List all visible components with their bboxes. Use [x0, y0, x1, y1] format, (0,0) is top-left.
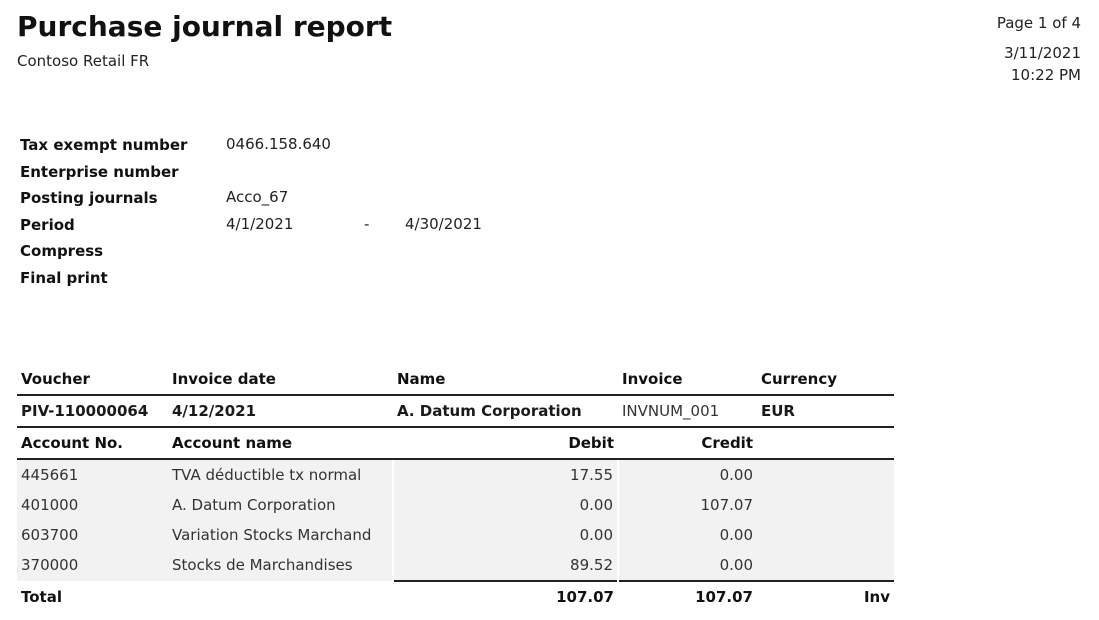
param-value: 0466.158.640	[226, 135, 331, 153]
credit-amount: 0.00	[618, 550, 757, 581]
voucher-header-row	[17, 364, 894, 395]
col-debit: Debit	[393, 427, 618, 459]
table-row	[17, 459, 894, 490]
total-row	[17, 581, 894, 612]
col-account-no: Account No.	[17, 427, 168, 459]
period-dash: -	[364, 214, 370, 233]
voucher-id: PIV-110000064	[17, 395, 168, 427]
row-blank	[757, 550, 894, 581]
account-name: Variation Stocks Marchand	[168, 520, 393, 550]
account-no: 370000	[17, 550, 168, 581]
debit-amount: 0.00	[393, 490, 618, 520]
param-value: Acco_67	[226, 188, 289, 206]
table-row	[17, 550, 894, 581]
credit-amount: 0.00	[618, 520, 757, 550]
voucher-invoice-date: 4/12/2021	[168, 395, 393, 427]
voucher-row	[17, 395, 894, 427]
report-date: 3/11/2021	[1004, 44, 1081, 62]
total-credit: 107.07	[618, 581, 757, 612]
col-invoice: Invoice	[618, 364, 757, 395]
table-row	[17, 490, 894, 520]
total-type: Inv	[757, 581, 894, 612]
row-blank	[757, 459, 894, 490]
report-time: 10:22 PM	[1011, 66, 1081, 84]
total-debit: 107.07	[393, 581, 618, 612]
report-meta	[997, 14, 1081, 86]
account-no: 445661	[17, 459, 168, 490]
voucher-invoice: INVNUM_001	[618, 395, 757, 427]
col-voucher: Voucher	[17, 364, 168, 395]
account-name: Stocks de Marchandises	[168, 550, 393, 581]
param-label: Posting journals	[20, 189, 158, 207]
period-to: 4/30/2021	[405, 214, 482, 233]
account-no: 603700	[17, 520, 168, 550]
table-row	[17, 520, 894, 550]
row-blank	[757, 490, 894, 520]
col-credit: Credit	[618, 427, 757, 459]
param-label: Period	[20, 215, 75, 234]
col-invoice-date: Invoice date	[168, 364, 393, 395]
voucher-name: A. Datum Corporation	[393, 395, 618, 427]
line-header-row	[17, 427, 894, 459]
param-label: Final print	[20, 268, 108, 287]
debit-amount: 89.52	[393, 550, 618, 581]
credit-amount: 107.07	[618, 490, 757, 520]
row-blank	[757, 520, 894, 550]
account-no: 401000	[17, 490, 168, 520]
debit-amount: 0.00	[393, 520, 618, 550]
param-label: Tax exempt number	[20, 136, 188, 154]
period-from: 4/1/2021	[226, 214, 294, 233]
col-name: Name	[393, 364, 618, 395]
param-label: Compress	[20, 242, 104, 260]
company-name: Contoso Retail FR	[17, 52, 150, 70]
param-label: Enterprise number	[20, 162, 179, 181]
debit-amount: 17.55	[393, 459, 618, 490]
voucher-currency: EUR	[757, 395, 894, 427]
account-name: TVA déductible tx normal	[168, 459, 393, 490]
journal-table	[17, 364, 894, 612]
col-account-name: Account name	[168, 427, 393, 459]
report-title: Purchase journal report	[17, 10, 393, 43]
total-label: Total	[21, 588, 62, 606]
page-number: Page 1 of 4	[996, 14, 1081, 32]
credit-amount: 0.00	[618, 459, 757, 490]
col-blank	[757, 427, 894, 459]
account-name: A. Datum Corporation	[168, 490, 393, 520]
total-blank	[168, 581, 393, 612]
col-currency: Currency	[757, 364, 894, 395]
